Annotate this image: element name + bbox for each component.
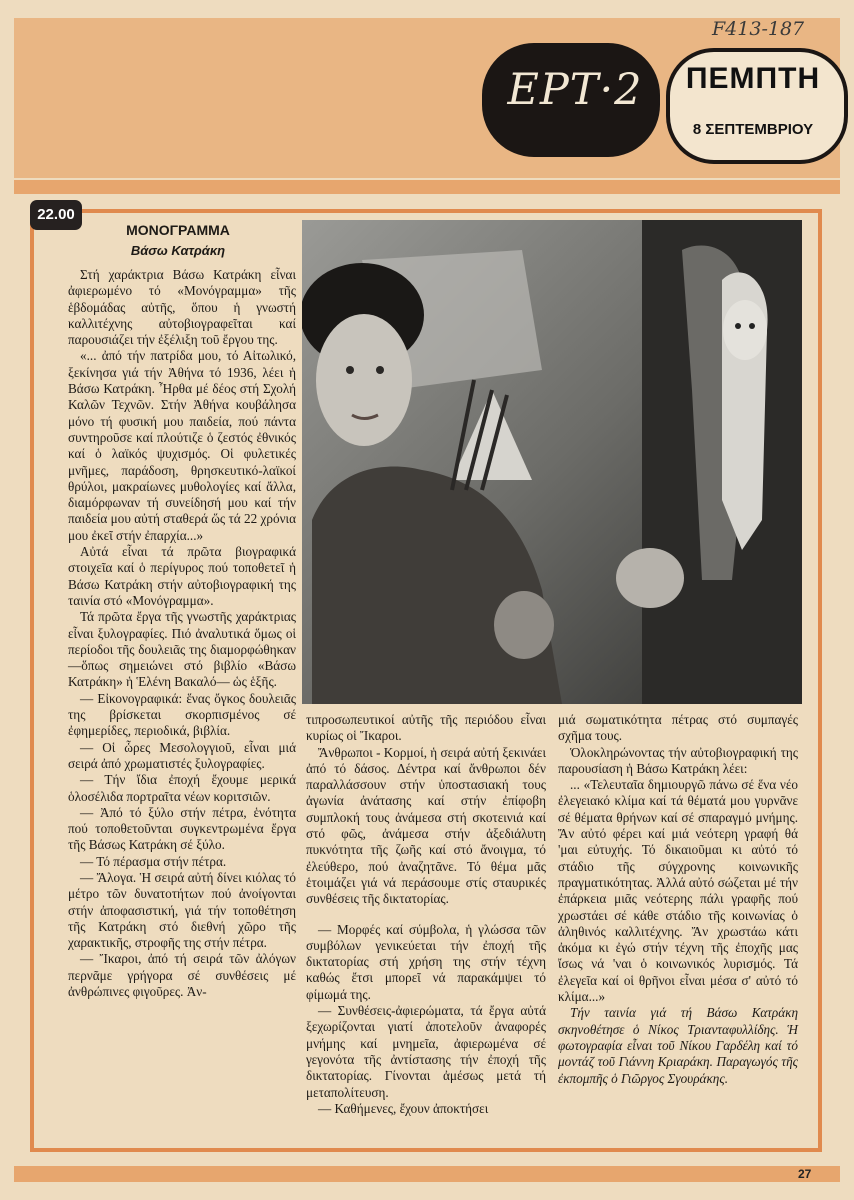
paragraph: «... ἀπό τήν πατρίδα μου, τό Αἰτωλικό, ξεκίνησα γιά τήν Ἀθήνα τό 1936, λέει ἡ Βάσω Κατράκη. Ἦρθα μέ δέος στή Σχολή Καλῶν Τεχνῶν. Στήν Ἀθήνα κουβάλησα μόνο τή φυσική μου παιδεία, πού πάντα συντηροῦσε καί πλούτιζε ὁ ζεστός ἐθνικός καί ὁ λαϊκός ψυχισμός. Οἱ φυλετικές μνῆμες, παράδοση, θρησκευτικό-λαϊκοί θρύλοι, μακραίωνες μυθολογίες καί ἄλλα, διαμόρφωναν τή συνείδησή μου καί τήν παιδεία μου αὐτή σταθερά ὥς τά 22 χρόνια μου ἐκεῖ στήν ἐπαρχία...» xyxy=(68,348,296,543)
artist-face xyxy=(316,314,412,446)
article-column-3 xyxy=(558,712,798,1087)
paragraph: — Ἄλογα. Ἡ σειρά αὐτή δίνει κιόλας τό μέτρο τῶν δυνατοτήτων πού ἀνοίγονται στήν ἀποφασιστική, γιά τήν τοποθέτηση τῆς Κατράκη στό διεθνή χῶρο τῆς χαρακτικῆς, στροφῆς της στήν πέτρα. xyxy=(68,869,296,951)
paragraph: Ὁλοκληρώνοντας τήν αὐτοβιογραφική της παρουσίαση ἡ Βάσω Κατράκη λέει: xyxy=(558,744,798,776)
article-column-2 xyxy=(306,712,546,1117)
day-name: ΠΕΜΠΤΗ xyxy=(685,62,821,95)
paragraph: — Τήν ἴδια ἐποχή ἔχουμε μερικά ὁλοσέλιδα πορτραῖτα νέων κοριτσιῶν. xyxy=(68,772,296,804)
paragraph: τιπροσωπευτικοί αὐτῆς τῆς περιόδου εἶναι κυρίως οἱ Ἴκαροι. xyxy=(306,712,546,744)
program-title: ΜΟΝΟΓΡΑΜΜΑ xyxy=(126,222,230,238)
paragraph: — Μορφές καί σύμβολα, ἡ γλώσσα τῶν συμβόλων γενικεύεται τήν ἐποχή τῆς δικτατορίας στή χρήση της στήν τέχνη καθώς ἔτσι μπορεῖ νά παρακάμψει τό φίμωμά της. xyxy=(306,921,546,1002)
artist-hand xyxy=(494,591,554,659)
paragraph: μιά σωματικότητα πέτρας στό συμπαγές σχῆμα τους. xyxy=(558,712,798,744)
paragraph: — Οἱ ὧρες Μεσολογγιοῦ, εἶναι μιά σειρά ἀπό χρωματιστές ξυλογραφίες. xyxy=(68,739,296,771)
painting-eye xyxy=(735,323,741,329)
day-date: 8 ΣΕΠΤΕΜΒΡΙΟΥ xyxy=(692,121,814,138)
painting-face xyxy=(723,300,767,360)
credits-paragraph: Τήν ταινία γιά τή Βάσω Κατράκη σκηνοθέτησε ὁ Νίκος Τριανταφυλλίδης. Ἡ φωτογραφία εἶναι τοῦ Νίκου Γαρδέλη καί τό μοντάζ τοῦ Γιάννη Κριαράκη. Παραγωγός τῆς ἐκπομπῆς ὁ Γιῶργος Σγουράκης. xyxy=(558,1005,798,1086)
program-subtitle: Βάσω Κατράκη xyxy=(130,243,226,258)
paragraph: ... «Τελευταῖα δημιουργῶ πάνω σέ ἕνα νέο ἐλεγειακό κλίμα καί τά θέματά μου γυρνᾶνε σέ θέματα θρήνων καί σέ σπαραγμό μνήμης. Ἄν αὐτό φέρει καί μιά νεότερη γραφή θά 'μαι εὐτυχής. Τό δικαιοῦμαι κι αὐτό τό στάδιο τῆς σύγχρονης κοινωνικῆς πραγματικότητας. Ἀλλά αὐτό σώζεται μέ τήν ἐπάρκεια μιᾶς νεότερης πάλι γραφῆς πού χρωστάει σέ κάθε στάδιο τῆς κοινωνίας ὁ ἀληθινός καλλιτέχνης. Ἄν χρωστάω κάτι ἀκόμα κι ἐγώ στήν τέχνη τῆς ἐποχῆς μας ἴσως νά 'ναι ὁ κοινωνικός λυρισμός. Τά ἐλεγεῖα καί οἱ θρῆνοι εἶναι μέσα σ' αὐτό τό κλίμα...» xyxy=(558,777,798,1005)
paragraph: — Τό πέρασμα στήν πέτρα. xyxy=(80,853,227,869)
archive-code: F413-187 xyxy=(712,18,805,40)
paragraph: — Εἰκονογραφικά: ἕνας ὄγκος δουλειᾶς της βρίσκεται σκορπισμένος σέ ἐφημερίδες, περιοδικά, βιβλία. xyxy=(68,690,296,739)
paragraph: Ἄνθρωποι - Κορμοί, ἡ σειρά αὐτή ξεκινάει ἀπό τό δάσος. Δέντρα καί ἄνθρωποι δέν παραλλάσσουν στήν ὑποστασιακή τους ἀγωνία ἀνάτασης καί στήν ἐπίφοβη συμπλοκή τους ἀνάμεσα στή σκοτεινιά καί στό φῶς, ἀνάμεσα στήν ἀξεδιάλυτη πυκνότητα τῆς ζωῆς καί στό ἄνοιγμα, τό ἐλεύθερο, πού ἀναζητᾶνε. Τό θέμα μᾶς ἑτοιμάζει γιά νά περάσουμε στίς σταυρικές συνθέσεις τῆς δικτατορίας. xyxy=(306,744,546,907)
artist-hand xyxy=(616,548,684,608)
artist-eye xyxy=(346,366,354,374)
artist-eye xyxy=(376,366,384,374)
paragraph: Αὐτά εἶναι τά πρῶτα βιογραφικά στοιχεῖα καί ὁ περίγυρος πού τοποθετεῖ ἡ Βάσω Κατράκη στήν αὐτοβιογραφική της ταινία στό «Μονόγραμμα». xyxy=(68,544,296,608)
time-badge: 22.00 xyxy=(30,200,82,230)
article-column-1 xyxy=(68,267,296,1000)
paragraph: Στή χαράκτρια Βάσω Κατράκη εἶναι ἀφιερωμένο τό «Μονόγραμμα» τῆς ἑβδομάδας αὐτῆς, ὅπου ἡ γνωστή καλλιτέχνης αὐτοβιογραφεῖται καί παρουσιάζει τήν ἐξέλιξη τοῦ ἔργου της. xyxy=(68,267,296,348)
page-number: 27 xyxy=(798,1167,812,1181)
orange-divider-top xyxy=(14,180,840,194)
paragraph: — Ἴκαροι, ἀπό τή σειρά τῶν ἀλόγων περνᾶμε γρήγορα σέ συνθέσεις μέ ἀνθρώπινες φιγοῦρες. Ἀν- xyxy=(68,951,296,1000)
paragraph: — Καθήμενες, ἔχουν ἀποκτήσει xyxy=(318,1100,489,1116)
channel-name: ΕΡΤ·2 xyxy=(507,65,643,115)
paragraph: — Συνθέσεις-ἀφιερώματα, τά ἔργα αὐτά ξεχωρίζονται γιατί ἀποτελοῦν ἀναφορές μνήμης καί μνημεῖα, ἀφιερωμένα σέ γεγονότα τῆς ἀντίστασης τήν ἐποχή τῆς δικτατορίας. Γίνονται ἀμέσως μετά τή μεταπολίτευση. xyxy=(306,1003,546,1100)
artist-photo xyxy=(302,220,802,704)
paragraph: Τά πρῶτα ἔργα τῆς γνωστῆς χαράκτριας εἶναι ξυλογραφίες. Πιό ἀναλυτικά ὅμως οἱ περίοδοι τῆς δουλειᾶς της διαμορφώθηκαν —ὅπως σημειώνει στό βιβλίο «Βάσω Κατράκη» ἡ Ἑλένη Βακαλό— ὡς ἑξῆς. xyxy=(68,609,296,690)
paragraph: — Ἀπό τό ξύλο στήν πέτρα, ἑνότητα πού τοποθετοῦνται συγκεντρωμένα ἔργα τῆς Βάσως Κατράκη σέ ξύλο. xyxy=(68,804,296,853)
painting-eye xyxy=(749,323,755,329)
orange-divider-bottom xyxy=(14,1166,840,1182)
